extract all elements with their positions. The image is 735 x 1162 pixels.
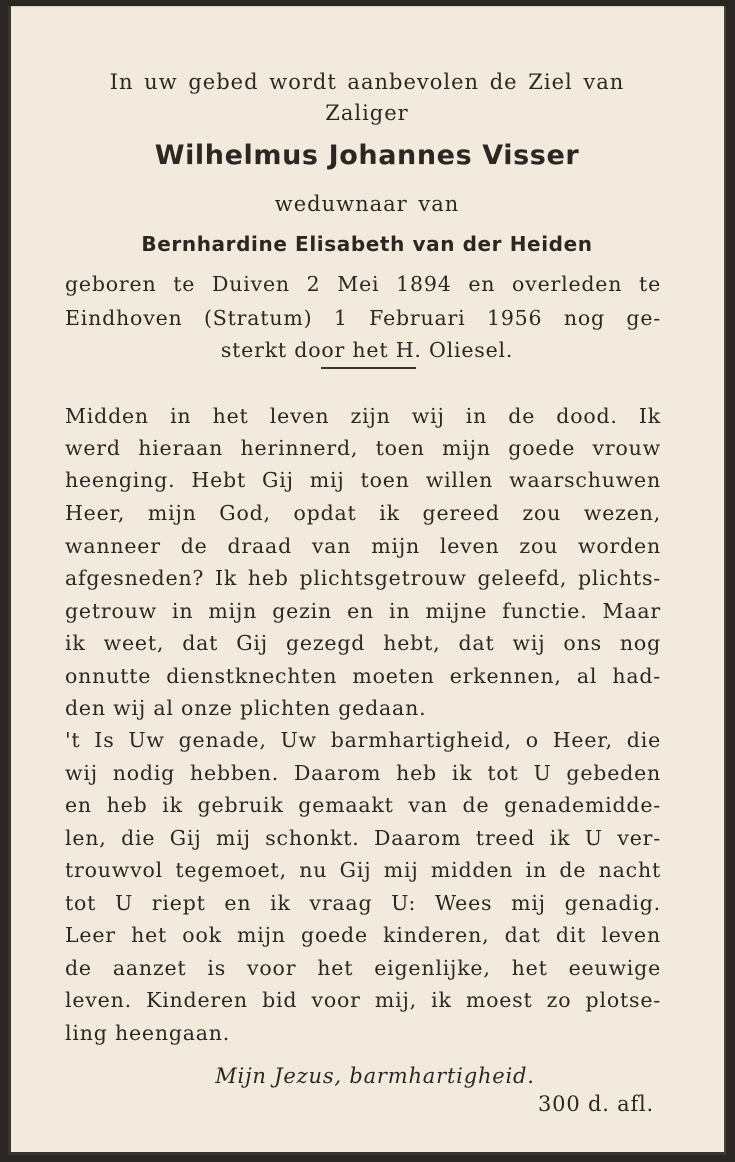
text-line: onnutte dienstknechten moeten erkennen, al had- xyxy=(65,664,661,688)
text-line: werd hieraan herinnerd, toen mijn goede vrouw xyxy=(65,436,661,460)
biography-line: sterkt door het H. Oliesel. xyxy=(220,338,514,362)
text-line: trouwvol tegemoet, nu Gij mij midden in de nacht xyxy=(65,858,661,882)
text-line: 't Is Uw genade, Uw barmhartigheid, o Heer, die xyxy=(65,728,661,752)
text-line: ik weet, dat Gij gezegd hebt, dat wij ons nog xyxy=(65,631,661,655)
text-line: ling heengaan. xyxy=(65,1021,231,1045)
text-line: heenging. Hebt Gij mij toen willen waarschuwen xyxy=(65,468,661,492)
spouse-name: Bernhardine Elisabeth van der Heiden xyxy=(141,232,593,256)
motto: Mijn Jezus, barmhartigheid. xyxy=(215,1064,535,1088)
text-line: en heb ik gebruik gemaakt van de genademidde- xyxy=(65,793,661,817)
text-line: wanneer de draad van mijn leven zou worden xyxy=(65,534,661,558)
text-line: Heer, mijn God, opdat ik gereed zou wezen, xyxy=(65,501,661,525)
deceased-name: Wilhelmus Johannes Visser xyxy=(154,140,580,171)
indulgence-note: 300 d. afl. xyxy=(538,1092,655,1116)
text-line: tot U riept en ik vraag U: Wees mij genadig. xyxy=(65,891,661,915)
text-line: leven. Kinderen bid voor mij, ik moest zo plotse- xyxy=(65,988,661,1012)
text-line: Leer het ook mijn goede kinderen, dat dit leven xyxy=(65,923,661,947)
intro-line: In uw gebed wordt aanbevolen de Ziel van xyxy=(109,70,625,94)
text-line: getrouw in mijn gezin en in mijne functie. Maar xyxy=(65,599,661,623)
relation-text: weduwnaar van xyxy=(274,192,460,216)
biography-line: Eindhoven (Stratum) 1 Februari 1956 nog ge- xyxy=(65,306,661,330)
divider-line xyxy=(321,367,416,369)
text-line: wij nodig hebben. Daarom heb ik tot U gebeden xyxy=(65,761,661,785)
text-line: de aanzet is voor het eigenlijke, het eeuwige xyxy=(65,956,661,980)
intro-line-zaliger: Zaliger xyxy=(325,101,409,125)
biography-line: geboren te Duiven 2 Mei 1894 en overleden te xyxy=(65,272,661,296)
text-line: afgesneden? Ik heb plichtsgetrouw geleefd, plichts- xyxy=(65,566,661,590)
text-line: den wij al onze plichten gedaan. xyxy=(65,696,427,720)
text-line: len, die Gij mij schonkt. Daarom treed ik U ver- xyxy=(65,826,661,850)
text-line: Midden in het leven zijn wij in de dood. Ik xyxy=(65,404,661,428)
memorial-card xyxy=(8,6,726,1155)
